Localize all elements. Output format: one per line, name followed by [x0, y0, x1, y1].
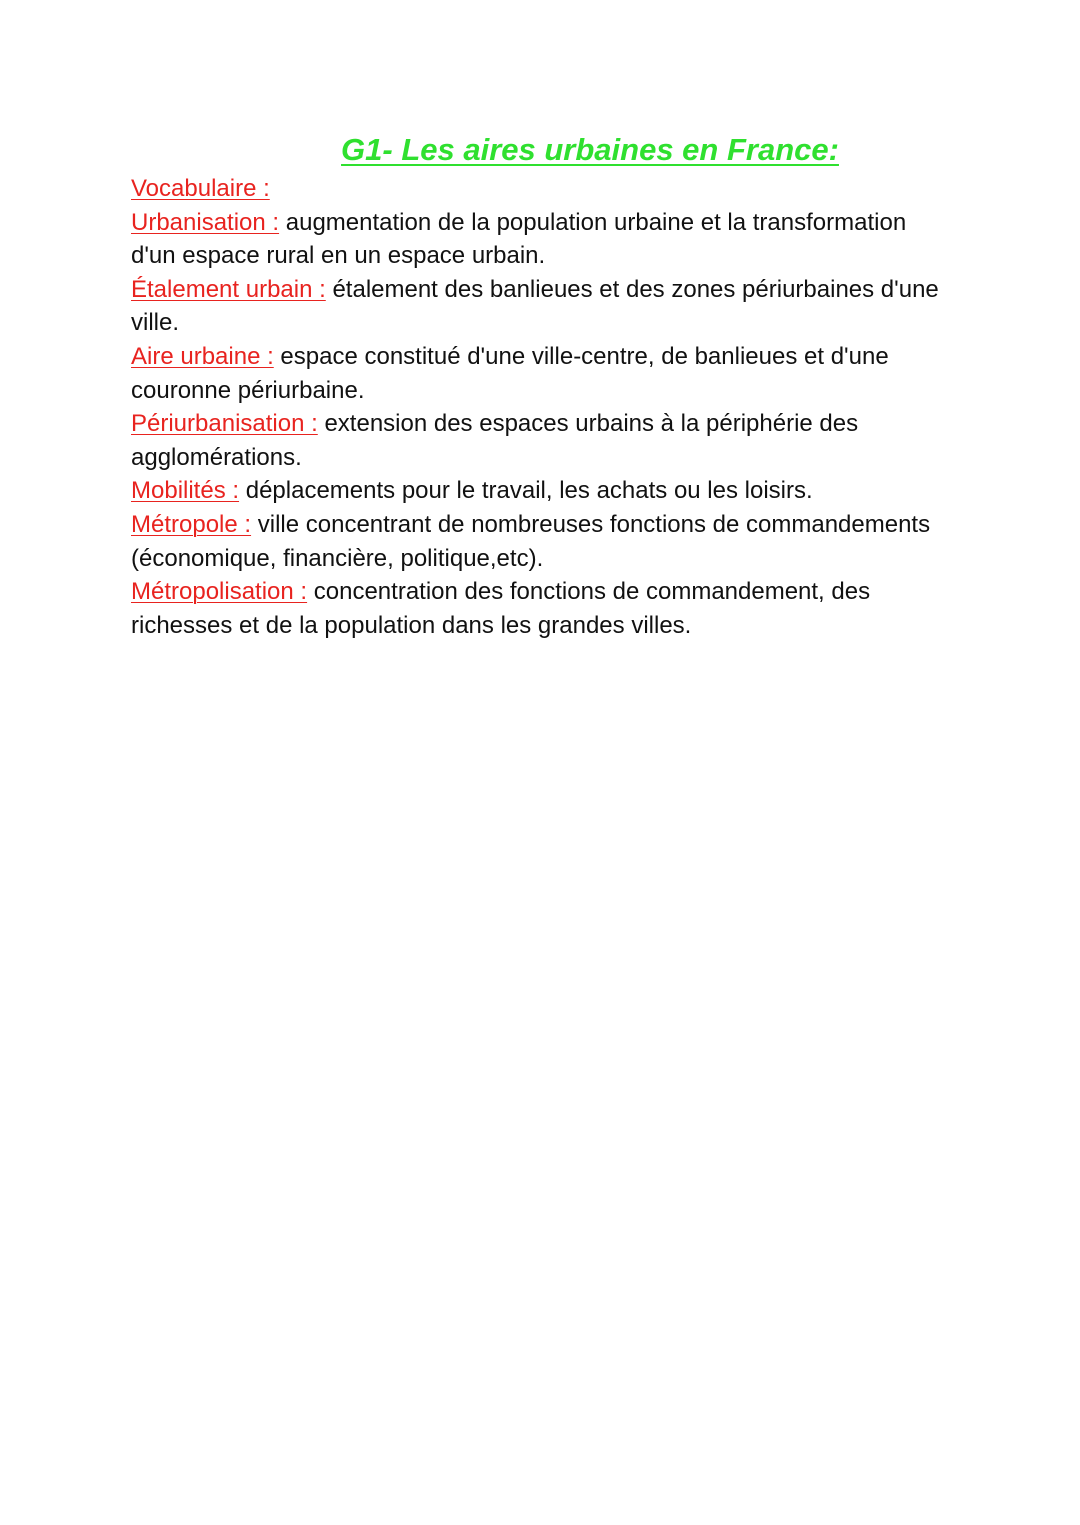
vocab-term: Périurbanisation : — [131, 410, 318, 438]
vocab-definition: espace constitué d'une ville-centre, de banlieues et d'une couronne périurbaine. — [131, 342, 889, 404]
vocab-term: Métropolisation : — [131, 578, 308, 606]
vocab-entry-metropolisation — [131, 575, 951, 642]
section-label: Vocabulaire : — [131, 175, 270, 202]
vocab-entry-urbanisation — [131, 206, 951, 273]
vocab-definition: concentration des fonctions de commandement, des richesses et de la population dans les grandes villes. — [131, 578, 871, 639]
vocab-term: Urbanisation : — [131, 208, 280, 236]
vocab-term: Aire urbaine : — [131, 342, 274, 370]
vocab-definition: déplacements pour le travail, les achats ou les loisirs. — [245, 477, 813, 505]
vocab-term: Étalement urbain : — [131, 275, 326, 303]
vocab-definition: étalement des banlieues et des zones périurbaines d'une ville. — [131, 275, 939, 337]
vocab-entry-aire-urbaine — [131, 340, 951, 407]
vocab-definition: extension des espaces urbains à la périphérie des agglomérations. — [131, 410, 859, 471]
vocabulary-section — [131, 172, 951, 642]
vocab-entry-metropole — [131, 508, 951, 575]
vocab-term: Métropole : — [131, 510, 252, 538]
vocab-definition: augmentation de la population urbaine et la transformation d'un espace rural en un espace urbain. — [131, 208, 907, 270]
vocab-term: Mobilités : — [131, 477, 240, 505]
vocab-entry-etalement-urbain — [131, 273, 951, 340]
document-title: G1- Les aires urbaines en France: — [341, 132, 839, 167]
vocab-entry-periurbanisation — [131, 407, 951, 474]
vocab-entry-mobilites — [131, 474, 951, 508]
vocab-definition: ville concentrant de nombreuses fonctions de commandements (économique, financière, politique,etc). — [131, 510, 931, 572]
